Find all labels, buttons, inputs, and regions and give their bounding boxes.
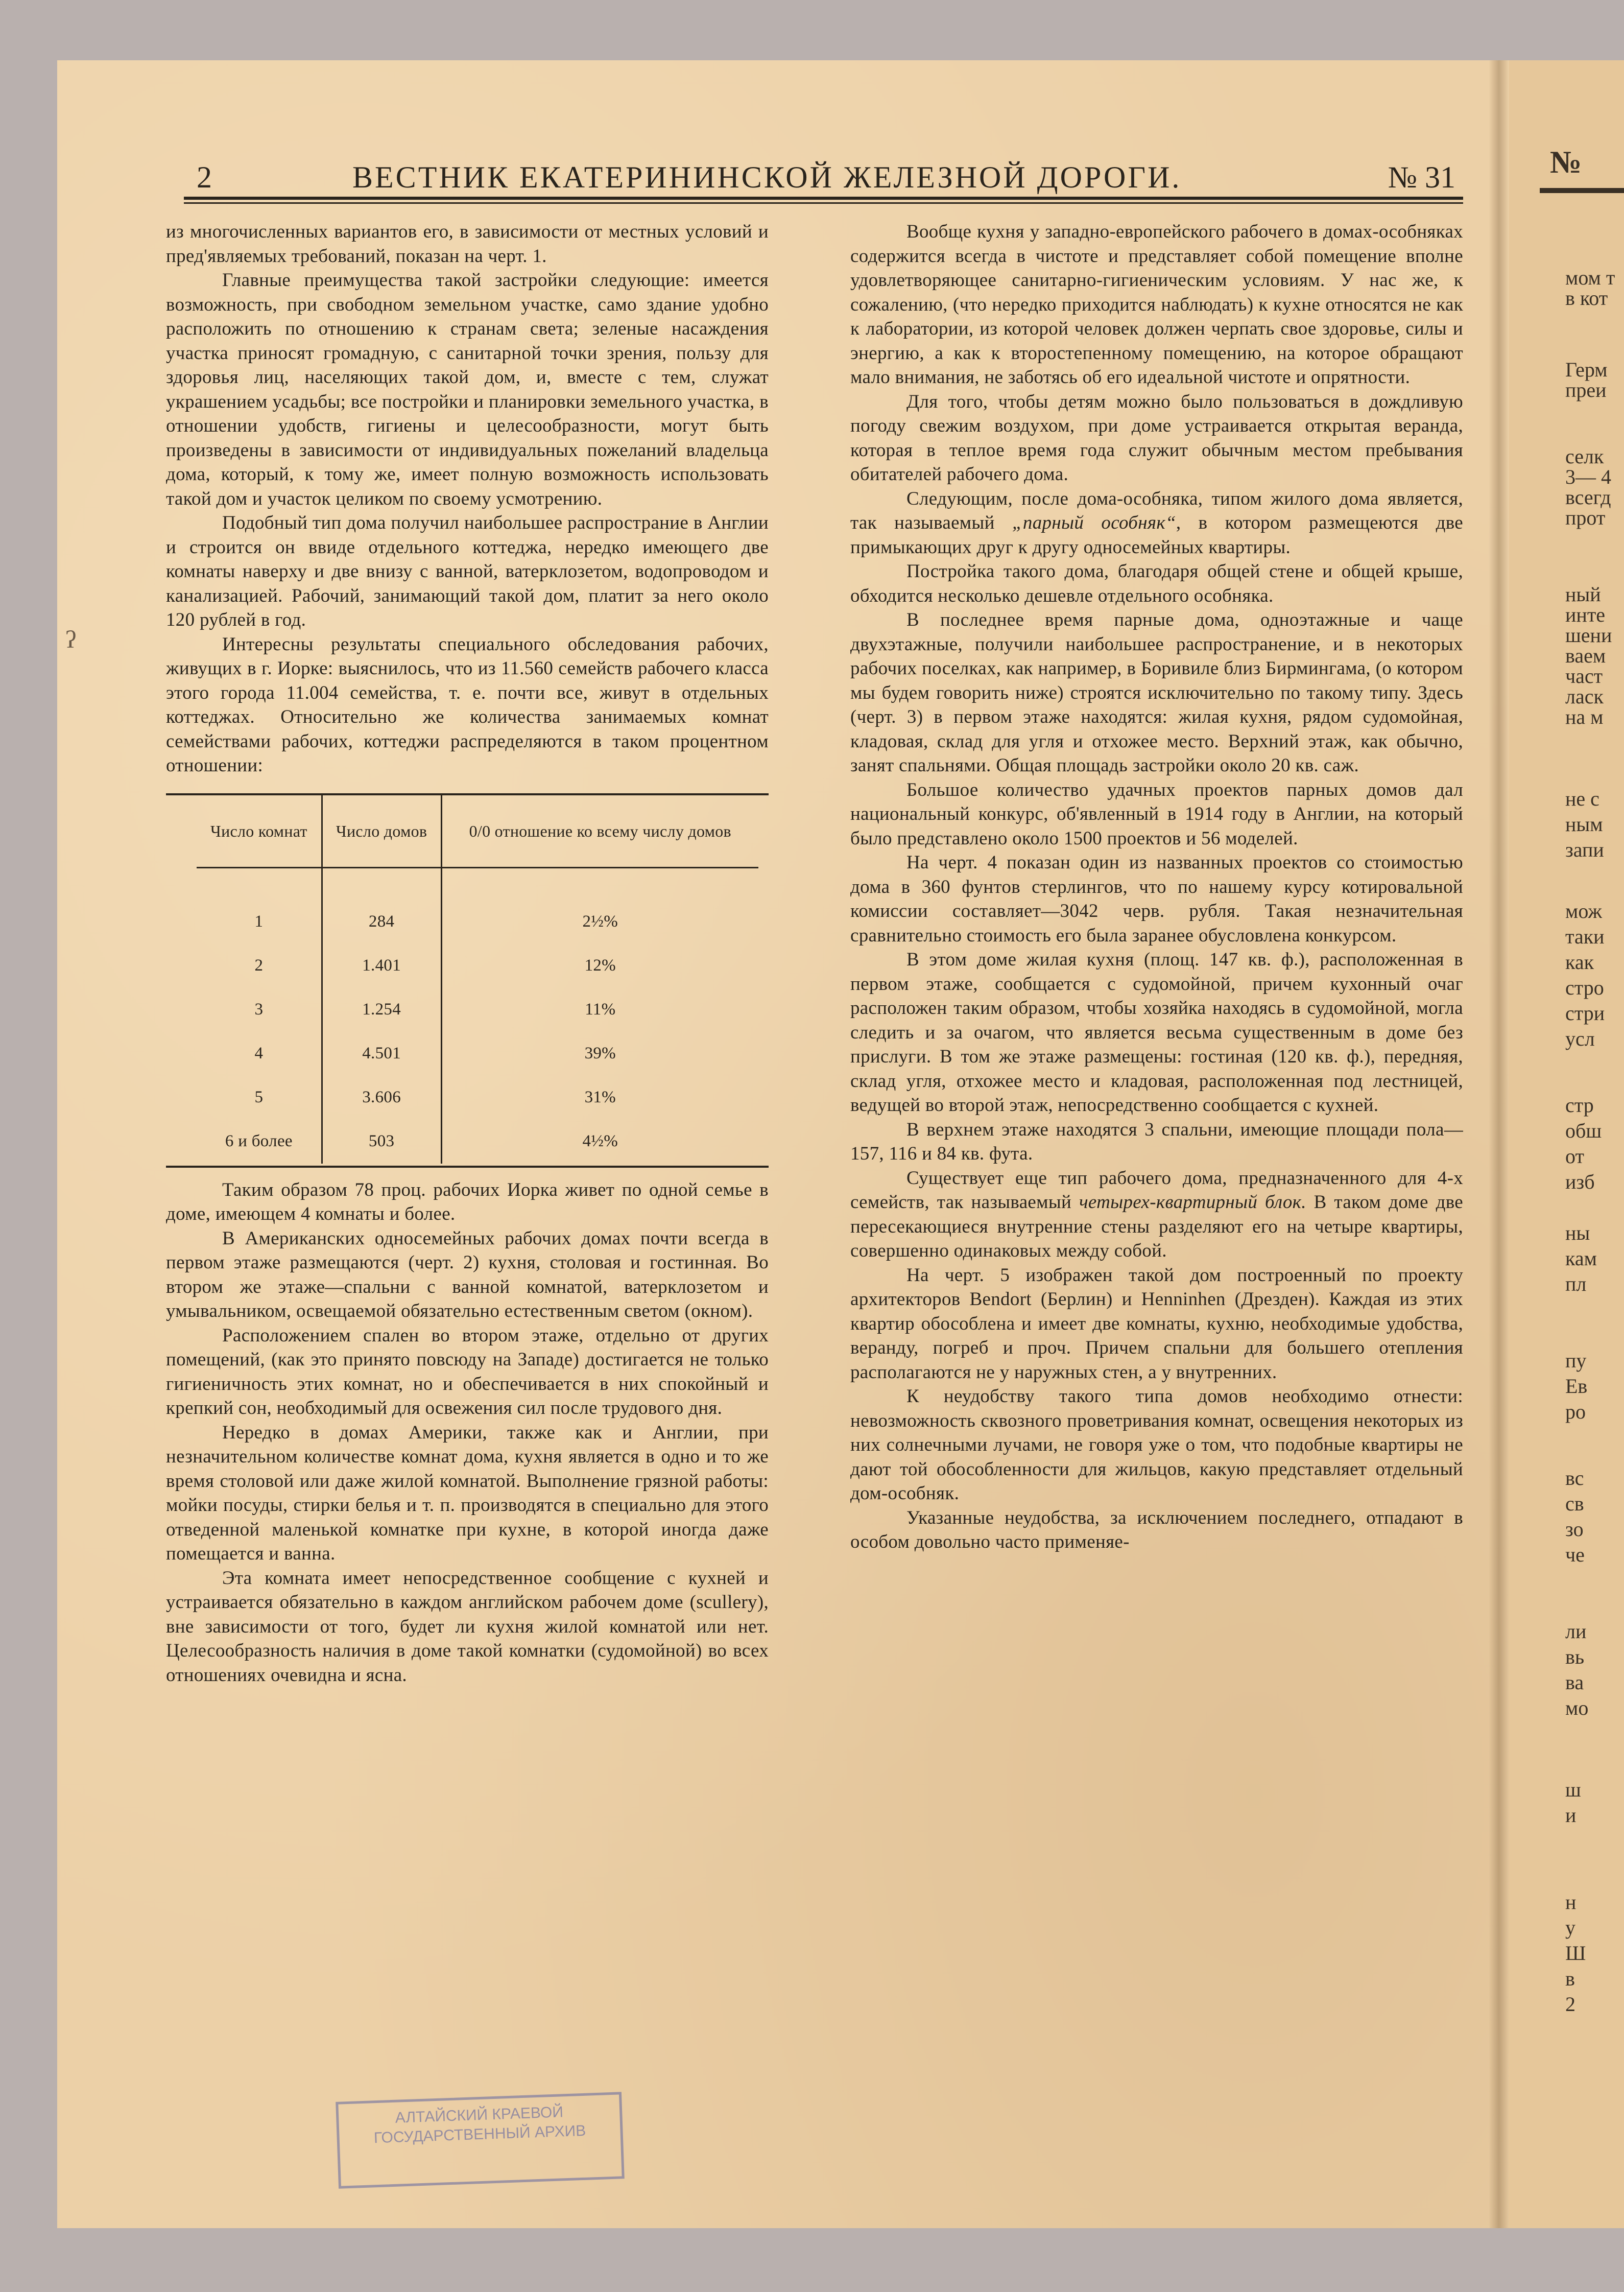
left-column bbox=[166, 220, 769, 1687]
paragraph bbox=[850, 1166, 1463, 1263]
issue-number: № 31 bbox=[1388, 160, 1455, 194]
table-row bbox=[197, 988, 758, 1032]
next-page-text-fragment: 3— 4 bbox=[1565, 465, 1611, 488]
next-page-text-fragment: стро bbox=[1565, 976, 1604, 999]
next-page-text-fragment: запи bbox=[1565, 838, 1604, 861]
table-row bbox=[197, 1076, 758, 1120]
next-page-text-fragment: ли bbox=[1565, 1620, 1587, 1643]
next-page-text-fragment: част bbox=[1565, 665, 1603, 688]
page-fold bbox=[1489, 60, 1509, 2228]
header-rule-thick bbox=[184, 197, 1463, 200]
table-row bbox=[197, 1032, 758, 1076]
table-header: Число домов bbox=[322, 795, 441, 868]
next-page-text-fragment: зо bbox=[1565, 1518, 1584, 1541]
page-number: 2 bbox=[197, 160, 212, 194]
next-page-edge bbox=[1509, 60, 1624, 2228]
next-page-text-fragment: в bbox=[1565, 1967, 1575, 1990]
next-page-issue-mark: № bbox=[1550, 145, 1582, 180]
text-run: Следующим, после дома-особняка, типом жилого дома является, так называемый bbox=[850, 488, 1463, 533]
table-cell: 2½% bbox=[582, 912, 618, 931]
next-page-text-fragment: Герм bbox=[1565, 358, 1608, 381]
paragraph: Большое количество удачных проектов парных домов дал национальный конкурс, об'явленный в 1914 году в Англии, на который было представлено около 1500 проектов и 56 моделей. bbox=[850, 779, 1463, 849]
next-page-text-fragment: ро bbox=[1565, 1400, 1586, 1423]
table-cell: 2 bbox=[197, 944, 322, 988]
next-page-text-fragment: ный bbox=[1565, 583, 1601, 606]
newspaper-title: ВЕСТНИК ЕКАТЕРИНИНСКОЙ ЖЕЛЕЗНОЙ ДОРОГИ. bbox=[352, 160, 1182, 194]
next-page-text-fragment: ш bbox=[1565, 1778, 1581, 1801]
table-row bbox=[197, 944, 758, 988]
pencil-mark: ʔ bbox=[65, 626, 77, 653]
next-page-text-fragment: пу bbox=[1565, 1349, 1587, 1372]
next-page-text-fragment: стр bbox=[1565, 1094, 1594, 1117]
paragraph: На черт. 4 показан один из названных проектов со стоимостью дома в 360 фунтов стерлингов, что по нашему курсу котировальной комиссии составляет—3042 черв. рубля. Такая незначительная сравнительно стоимость его была заранее обусловлена конкурсом. bbox=[850, 852, 1463, 946]
paragraph: В верхнем этаже находятся 3 спальни, имеющие площади пола—157, 116 и 84 кв. фута. bbox=[850, 1119, 1463, 1164]
next-page-text-fragment: стри bbox=[1565, 1002, 1605, 1025]
table-cell: 11% bbox=[585, 1000, 616, 1019]
table-row bbox=[197, 900, 758, 944]
next-page-text-fragment: ваем bbox=[1565, 644, 1606, 667]
next-page-text-fragment: обш bbox=[1565, 1119, 1602, 1142]
italic-term: „парный особняк“ bbox=[1012, 512, 1176, 533]
table-cell: 4.501 bbox=[322, 1032, 441, 1076]
next-page-text-fragment: че bbox=[1565, 1543, 1585, 1566]
right-column bbox=[850, 220, 1463, 1554]
next-page-text-fragment: у bbox=[1565, 1916, 1575, 1939]
rooms-table bbox=[166, 793, 769, 1168]
next-page-text-fragment: изб bbox=[1565, 1170, 1595, 1193]
next-page-text-fragment: Ев bbox=[1565, 1375, 1588, 1398]
paragraph: В последнее время парные дома, одноэтажные и чаще двухэтажные, получили наибольшее распространение, и в некоторых рабочих поселках, как например, в Боривиле близ Бирмингама, (о котором мы будем говорить ниже) строятся исключительно по такому типу. Здесь (черт. 3) в первом этаже находятся: жилая кухня, рядом судомойная, кладовая, склад для угля и отхожее место. Верхний этаж, как обычно, занят спальнями. Общая площадь застройки около 20 кв. саж. bbox=[850, 609, 1463, 776]
table-cell: 31% bbox=[584, 1088, 616, 1106]
table-cell: 1.254 bbox=[322, 988, 441, 1032]
next-page-text-fragment: усл bbox=[1565, 1027, 1595, 1050]
table-cell: 4 bbox=[197, 1032, 322, 1076]
next-page-text-fragment: таки bbox=[1565, 925, 1605, 948]
next-page-text-fragment: ва bbox=[1565, 1671, 1584, 1694]
next-page-text-fragment: селк bbox=[1565, 445, 1604, 468]
next-page-text-fragment: всегд bbox=[1565, 486, 1611, 509]
paragraph: из многочисленных вариантов его, в зависимости от местных условий и пред'являемых требований, показан на черт. 1. bbox=[166, 221, 769, 267]
header-rule-thin bbox=[184, 202, 1463, 204]
next-page-text-fragment: не с bbox=[1565, 787, 1599, 810]
paragraph: Расположением спален во втором этаже, отдельно от других помещений, (как это принято повсюду на Западе) достигается не только гигиеничность этих комнат, но и обеспечивается в них спокойный и крепкий сон, необходимый для освежения сил после трудового дня. bbox=[166, 1325, 769, 1419]
next-page-text-fragment: кам bbox=[1565, 1247, 1597, 1270]
next-page-header-rule bbox=[1540, 188, 1624, 193]
table-cell: 6 и более bbox=[197, 1120, 322, 1164]
next-page-text-fragment: как bbox=[1565, 951, 1594, 974]
next-page-text-fragment: вс bbox=[1565, 1467, 1584, 1490]
table-cell: 3 bbox=[197, 988, 322, 1032]
paragraph: Таким образом 78 проц. рабочих Иорка живет по одной семье в доме, имеющем 4 комнаты и более. bbox=[166, 1179, 769, 1224]
next-page-text-fragment: прот bbox=[1565, 506, 1606, 529]
next-page-text-fragment: в кот bbox=[1565, 287, 1608, 310]
table-cell: 1 bbox=[197, 900, 322, 944]
text-run: Существует еще тип рабочего дома, предназначенного для 4-х семейств, так называемый bbox=[850, 1167, 1463, 1213]
next-page-text-fragment: 2 bbox=[1565, 1993, 1575, 2016]
paragraph: Нередко в домах Америки, также как и Англии, при незначительном количестве комнат дома, кухня является в одно и то же время столовой или даже жилой комнатой. Выполнение грязной работы: мойки посуды, стирки белья и т. п. производятся в специально для этого отведенной маленькой комнатке при кухне, в которой иногда даже помещается и ванна. bbox=[166, 1422, 769, 1564]
paragraph: На черт. 5 изображен такой дом построенный по проекту архитекторов Bendort (Берлин) и Henninhen (Дрезден). Каждая из этих квартир обособлена и имеет две комнаты, кухню, необходимые удобства, веранду, погреб и проч. Причем спальни для большего отепления располагаются не у наружных стен, а у внутренних. bbox=[850, 1264, 1463, 1383]
paragraph: Для того, чтобы детям можно было пользоваться в дождливую погоду свежим воздухом, при доме устраивается открытая веранда, которая в теплое время года служит обычным местом пребывания обитателей рабочего дома. bbox=[850, 391, 1463, 485]
table-header: Число комнат bbox=[197, 795, 322, 868]
next-page-text-fragment: и bbox=[1565, 1804, 1577, 1827]
stamp-text: АЛТАЙСКИЙ КРАЕВОЙ ГОСУДАРСТВЕННЫЙ АРХИВ bbox=[373, 2104, 586, 2147]
paragraph: Интересны результаты специального обследования рабочих, живущих в г. Иорке: выяснилось, что из 11.560 семейств рабочего класса этого города 11.004 семейства, т. е. почти все, живут в отдельных коттеджах. Относительно же количества занимаемых комнат семействами рабочих, коттеджи распределяются в таком процентном отношении: bbox=[166, 633, 769, 776]
archive-stamp bbox=[336, 2092, 625, 2188]
next-page-text-fragment: преи bbox=[1565, 379, 1607, 401]
text-run: , в котором размещеются две примыкающих друг к другу односемейных квартиры. bbox=[850, 512, 1463, 558]
next-page-text-fragment: шени bbox=[1565, 624, 1612, 647]
next-page-text-fragment: на м bbox=[1565, 705, 1604, 728]
next-page-text-fragment: н bbox=[1565, 1891, 1577, 1913]
table-cell: 5 bbox=[197, 1076, 322, 1120]
table-cell: 39% bbox=[584, 1044, 616, 1062]
table-cell: 12% bbox=[584, 956, 616, 975]
next-page-text-fragment: от bbox=[1565, 1145, 1584, 1168]
table-header: 0/0 отношение ко всему числу домов bbox=[441, 795, 758, 868]
next-page-text-fragment: ным bbox=[1565, 813, 1603, 836]
italic-term: четырех-квартирный блок. bbox=[1079, 1192, 1306, 1213]
page-header bbox=[192, 159, 1466, 195]
paragraph: К неудобству такого типа домов необходимо отнести: невозможность сквозного проветривания комнат, освещения некоторых из них солнечными лучами, не говоря уже о том, что подобные квартиры не дают той обособленности для жильцов, какую представляет отдельный дом-особняк. bbox=[850, 1386, 1463, 1504]
table-bottom-rule bbox=[166, 1166, 769, 1168]
rooms-distribution-table bbox=[197, 795, 758, 1164]
next-page-text-fragment: мом т bbox=[1565, 266, 1615, 289]
paragraph bbox=[850, 487, 1463, 560]
next-page-text-fragment: инте bbox=[1565, 603, 1606, 626]
next-page-text-fragment: Ш bbox=[1565, 1942, 1586, 1965]
text-run: В таком доме две пересекающиеся внутренние стены разделяют его на четыре квартиры, совершенно одинаковых между собой. bbox=[850, 1192, 1463, 1261]
next-page-text-fragment: вь bbox=[1565, 1645, 1585, 1668]
paragraph: В Американских односемейных рабочих домах почти всегда в первом этаже размещаются (черт. 2) кухня, столовая и гостинная. Во втором же этаже—спальни с ванной комнатой, ватерклозетом и умывальником, освещаемой обязательно естественным светом (окном). bbox=[166, 1227, 769, 1321]
table-cell: 284 bbox=[322, 900, 441, 944]
paragraph: Указанные неудобства, за исключением последнего, отпадают в особом довольно часто применяе- bbox=[850, 1507, 1463, 1552]
table-cell: 1.401 bbox=[322, 944, 441, 988]
paragraph: Эта комната имеет непосредственное сообщение с кухней и устраивается обязательно в каждом английском рабочем доме (scullery), вне зависимости от того, будет ли кухня жилой комнатой или нет. Целесообразность наличия в доме такой комнатки (судомойной) во всех отношениях очевидна и ясна. bbox=[166, 1567, 769, 1686]
paragraph: Постройка такого дома, благодаря общей стене и общей крыше, обходится несколько дешевле отдельного особняка. bbox=[850, 561, 1463, 606]
next-page-text-fragment: ласк bbox=[1565, 685, 1604, 708]
next-page-text-fragment: мож bbox=[1565, 900, 1602, 923]
paragraph: Подобный тип дома получил наибольшее распространие в Англии и строится он ввиде отдельного коттеджа, нередко имеющего две комнаты наверху и две внизу с ванной, ватерклозетом, водопроводом и канализацией. Рабочий, занимающий такой дом, платит за него около 120 рублей в год. bbox=[166, 512, 769, 630]
next-page-text-fragment: мо bbox=[1565, 1696, 1589, 1719]
table-cell: 503 bbox=[322, 1120, 441, 1164]
table-cell: 4½% bbox=[582, 1131, 618, 1150]
table-cell: 3.606 bbox=[322, 1076, 441, 1120]
next-page-text-fragment: св bbox=[1565, 1492, 1584, 1515]
next-page-text-fragment: ны bbox=[1565, 1221, 1590, 1244]
paragraph: Вообще кухня у западно-европейского рабочего в домах-особняках содержится всегда в чистоте и представляет собой помещение вполне удовлетворяющее санитарно-гигиеническим условиям. У нас же, к сожалению, (что нередко приходится наблюдать) к кухне относятся не как к лаборатории, из которой человек должен черпать свое здоровье, силы и энергию, а как к второстепенному помещению, на которое обращают мало внимания, не заботясь об его идеальной чистоте и опрятности. bbox=[850, 221, 1463, 388]
paragraph: Главные преимущества такой застройки следующие: имеется возможность, при свободном земельном участке, само здание удобно расположить по отношению к странам света; зеленые насаждения участка приносят громадную, с санитарной точки зрения, пользу для здоровья лиц, населяющих такой дом, и, вместе с тем, служат украшением усадьбы; все постройки и планировки земельного участка, в отношении удобств, гигиены и целесообразности, могут быть произведены в зависимости от индивидуальных пожеланий владельца дома, который, к тому же, имеет полную возможность использовать такой дом и участок целиком по своему усмотрению. bbox=[166, 270, 769, 509]
table-row bbox=[197, 1120, 758, 1164]
paragraph: В этом доме жилая кухня (площ. 147 кв. ф.), расположенная в первом этаже, сообщается с судомойной, причем кухонный очаг расположен таким образом, чтобы хозяйка находясь в судомойной, могла следить и за очагом, что является весьма существенным в доме без прислуги. В том же этаже размещены: гостиная (120 кв. ф.), передняя, склад угля, отхожее место и кладовая, расположенная под лестницей, ведущей во второй этаж, непосредственно сообщается с кухней. bbox=[850, 949, 1463, 1116]
next-page-text-fragment: пл bbox=[1565, 1272, 1587, 1295]
